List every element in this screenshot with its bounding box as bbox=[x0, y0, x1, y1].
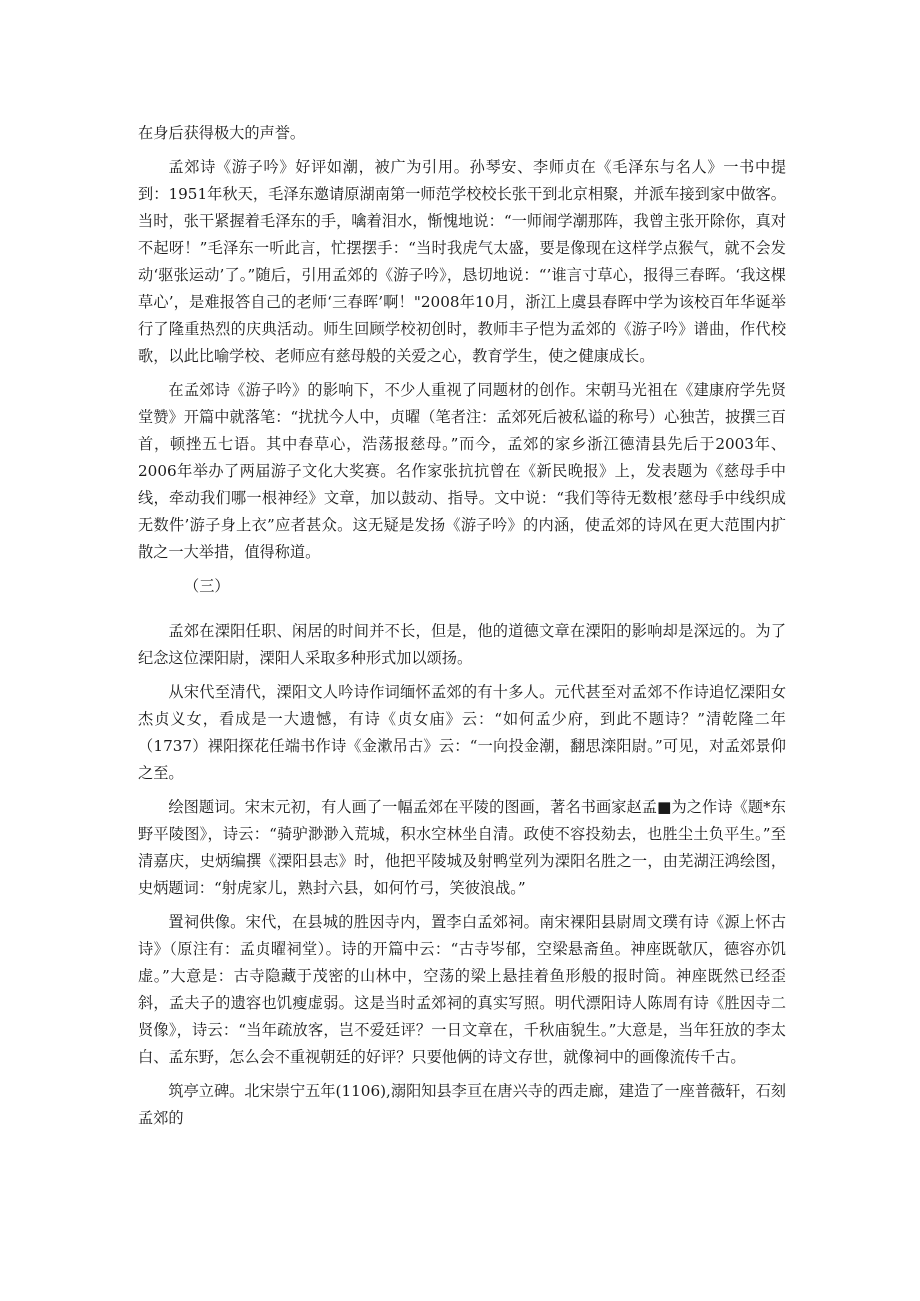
section-heading: （三） bbox=[184, 577, 230, 595]
paragraph-liyang: 孟郊在溧阳任职、闲居的时间并不长，但是，他的道德文章在溧阳的影响却是深远的。为了纪念这位溧阳尉，溧阳人采取多种形式加以颂扬。 bbox=[138, 622, 786, 667]
paragraph-shrine: 置祠供像。宋代，在县城的胜因寺内，置李白孟郊祠。南宋裸阳县尉周文璞有诗《源上怀古诗》（原注有：孟贞曜祠堂）。诗的开篇中云：“古寺岑郁，空梁悬斋鱼。神座既欹仄，德容亦饥虚。”大意是：古寺隐藏于茂密的山林中，空荡的梁上悬挂着鱼形般的报时筒。神座既然已经歪斜，孟夫子的遗容也饥瘦虚弱。这是当时孟郊祠的真实写照。明代漂阳诗人陈周有诗《胜因寺二贤像》，诗云：“当年疏放客，岂不爱廷评？一日文章在，千秋庙貌生。”大意是，当年狂放的李太白、孟东野，怎么会不重视朝廷的好评？只要他俩的诗文存世，就像祠中的画像流传千古。 bbox=[138, 913, 786, 1066]
paragraph-poems: 从宋代至清代，溧阳文人吟诗作词缅怀孟郊的有十多人。元代甚至对孟郊不作诗追忆溧阳女杰贞义女，看成是一大遗憾，有诗《贞女庙》云：“如何孟少府，到此不题诗？”清乾隆二年（1737）裸阳探花任端书作诗《金漱吊古》云：“一向投金潮，翻思滦阳尉。”可见，对孟郊景仰之至。 bbox=[138, 683, 786, 782]
paragraph-influence: 在孟郊诗《游子吟》的影响下，不少人重视了同题材的创作。宋朝马光祖在《建康府学先贤堂赞》开篇中就落笔：“扰扰今人中，贞曜（笔者注：孟郊死后被私谥的称号）心独苦，披撰三百首，顿挫五七语。其中春草心，浩荡报慈母。”而今，孟郊的家乡浙江德清县先后于2003年、2006年举办了两届游子文化大奖赛。名作家张抗抗曾在《新民晚报》上，发表题为《慈母手中线，牵动我们哪一根神经》文章，加以鼓动、指导。文中说：“我们等待无数根’慈母手中线织成无数件’游子身上衣”应者甚众。这无疑是发扬《游子吟》的内涵，使孟郊的诗风在更大范围内扩散之一大举措，值得称道。 bbox=[138, 381, 786, 561]
paragraph-youziyin-praise: 孟郊诗《游子吟》好评如潮，被广为引用。孙琴安、李师贞在《毛泽东与名人》一书中提到：1951年秋天，毛泽东邀请原湖南第一师范学校校长张干到北京相聚，并派车接到家中做客。当时，张干紧握着毛泽东的手，噙着泪水，惭愧地说：“一师闹学潮那阵，我曾主张开除你，真对不起呀！”毛泽东一听此言，忙摆摆手：“当时我虎气太盛，要是像现在这样学点猴气，就不会发动‘驱张运动’了。”随后，引用孟郊的《游子吟》，恳切地说：“’谁言寸草心，报得三春晖。‘我这棵草心’，是难报答自己的老师‘三春晖’啊！"2008年10月，浙江上虞县春晖中学为该校百年华诞举行了隆重热烈的庆典活动。师生回顾学校初创时，教师丰子恺为孟郊的《游子吟》谱曲，作代校歌，以此比喻学校、老师应有慈母般的关爱之心，教育学生，使之健康成长。 bbox=[138, 158, 786, 365]
paragraph-painting: 绘图题词。宋末元初，有人画了一幅孟郊在平陵的图画，著名书画家赵孟■为之作诗《题*东野平陵图》，诗云：“骑驴渺渺入荒城，积水空林坐自清。政使不容投劾去，也胜尘土负平生。”至清嘉庆，史炳编撰《溧阳县志》时，他把平陵城及射鸭堂列为溧阳名胜之一，由芜湖汪鸿绘图，史炳题词：“射虎家儿，熟封六县，如何竹弓，笑彼浪战。” bbox=[138, 798, 786, 897]
paragraph-continuation: 在身后获得极大的声誉。 bbox=[138, 124, 306, 142]
paragraph-pavilion: 筑亭立碑。北宋崇宁五年(1106),溺阳知县李亘在唐兴寺的西走廊，建造了一座普薇轩，石刻孟郊的 bbox=[138, 1082, 786, 1127]
body-text bbox=[138, 120, 786, 1139]
